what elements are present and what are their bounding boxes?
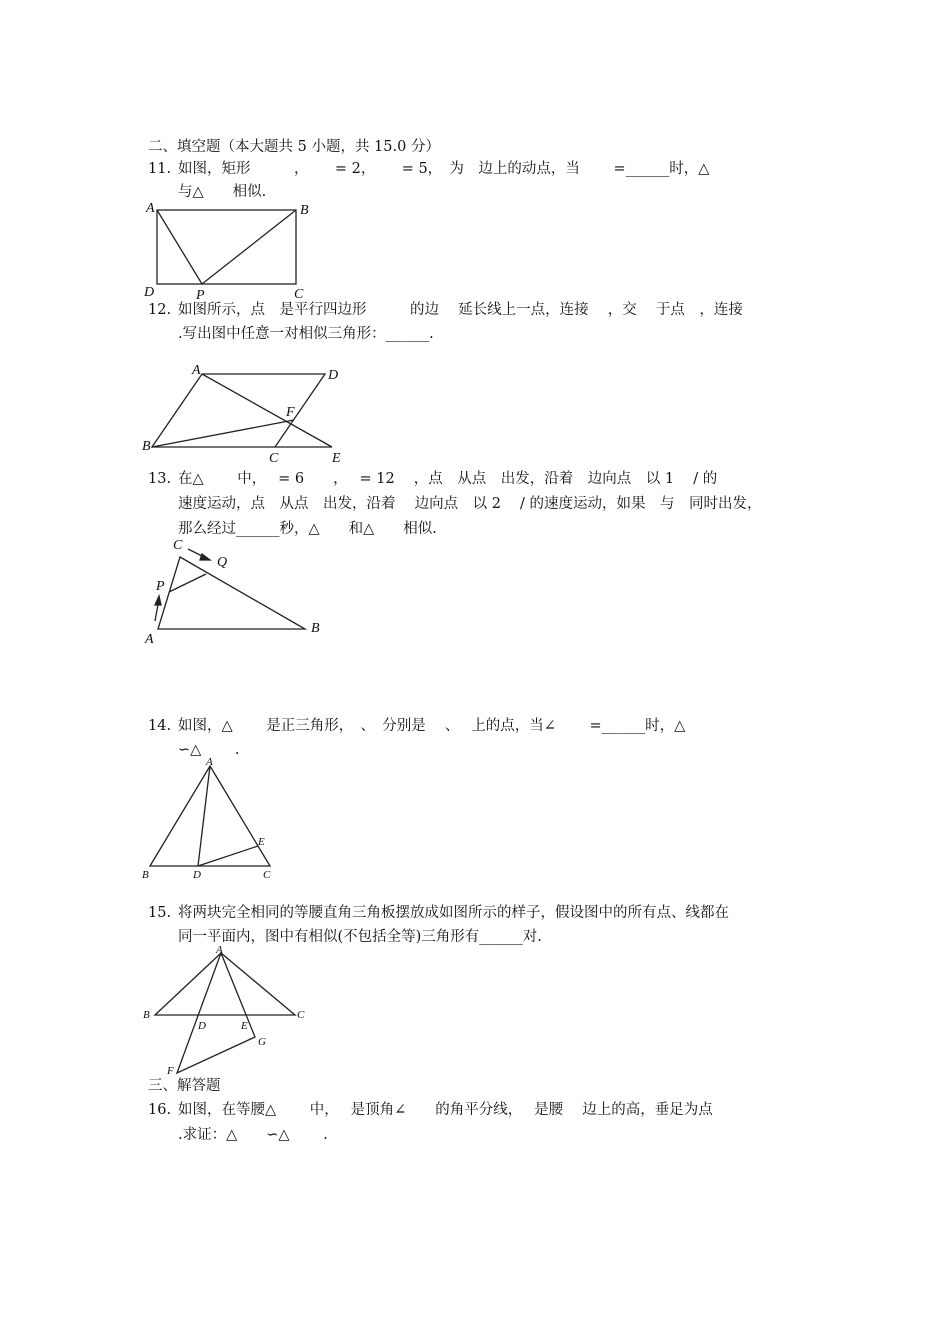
q14-number: 14.: [148, 718, 172, 734]
q16-text-line2: .求证：△ ∽△ .: [178, 1127, 328, 1143]
q15-label-g: G: [258, 1036, 266, 1048]
q14-text-line1: 如图，△ 是正三角形， 、 分别是 、 上的点，当∠ =______时，△: [178, 718, 686, 734]
q14-label-d: D: [193, 869, 201, 881]
q13-label-b: B: [311, 621, 320, 636]
q13-number: 13.: [148, 471, 172, 487]
q11-text-line1: 如图，矩形 ， = 2， = 5， 为 边上的动点，当 =______时，△: [178, 161, 710, 177]
q15-triangle-plates-figure: [140, 945, 320, 1075]
q12-parallelogram-figure: [140, 360, 360, 470]
q13-triangle-figure: [140, 535, 340, 650]
q14-label-e: E: [258, 836, 265, 848]
q14-label-a: A: [206, 756, 213, 768]
q11-label-a: A: [146, 201, 155, 216]
q12-label-e: E: [332, 451, 341, 466]
q15-label-d: D: [198, 1020, 206, 1032]
q12-label-d: D: [328, 368, 339, 383]
q15-label-b: B: [143, 1009, 150, 1021]
q14-text-line2: ∽△ .: [178, 742, 240, 758]
q14-equilateral-figure: [140, 752, 290, 887]
q15-label-a: A: [216, 944, 223, 956]
q13-label-p: P: [156, 579, 165, 594]
q11-label-d: D: [144, 285, 155, 300]
q15-label-f: F: [167, 1065, 174, 1077]
q11-number: 11.: [148, 161, 172, 177]
q14-label-c: C: [263, 869, 271, 881]
q12-label-f: F: [286, 405, 295, 420]
q12-text-line1: 如图所示，点 是平行四边形 的边 延长线上一点，连接 ，交 于点 ，连接: [178, 302, 743, 318]
q11-rectangle-figure: [140, 198, 320, 303]
section-heading-fill-in: 二、填空题（本大题共 5 小题，共 15.0 分）: [148, 139, 440, 155]
q13-label-q: Q: [217, 555, 228, 570]
section-heading-answer: 三、解答题: [148, 1078, 221, 1094]
q14-label-b: B: [142, 869, 149, 881]
q12-text-line2: .写出图中任意一对相似三角形：______.: [178, 326, 434, 342]
q15-text-line1: 将两块完全相同的等腰直角三角板摆放成如图所示的样子，假设图中的所有点、线都在: [178, 905, 729, 921]
q15-label-e: E: [241, 1020, 248, 1032]
q13-text-line1: 在△ 中， = 6 ， = 12 ，点 从点 出发，沿着 边向点 以 1 / 的: [178, 471, 718, 487]
q12-label-c: C: [269, 451, 279, 466]
q12-number: 12.: [148, 302, 172, 318]
q13-text-line3: 那么经过______秒，△ 和△ 相似.: [178, 521, 437, 537]
q11-label-c: C: [294, 287, 304, 302]
q15-label-c: C: [297, 1009, 305, 1021]
q15-text-line2: 同一平面内，图中有相似(不包括全等)三角形有______对.: [178, 929, 542, 945]
q11-text-line2: 与△ 相似.: [178, 184, 267, 200]
q11-label-b: B: [300, 203, 309, 218]
q16-text-line1: 如图，在等腰△ 中， 是顶角∠ 的角平分线， 是腰 边上的高，垂足为点: [178, 1102, 713, 1118]
q12-label-a: A: [192, 363, 201, 378]
q13-label-c: C: [173, 538, 183, 553]
q11-label-p: P: [196, 288, 205, 303]
q12-label-b: B: [142, 439, 151, 454]
q15-number: 15.: [148, 905, 172, 921]
q13-label-a: A: [145, 632, 154, 647]
q16-number: 16.: [148, 1102, 172, 1118]
q13-text-line2: 速度运动，点 从点 出发，沿着 边向点 以 2 / 的速度运动，如果 与 同时出发，: [178, 496, 762, 512]
